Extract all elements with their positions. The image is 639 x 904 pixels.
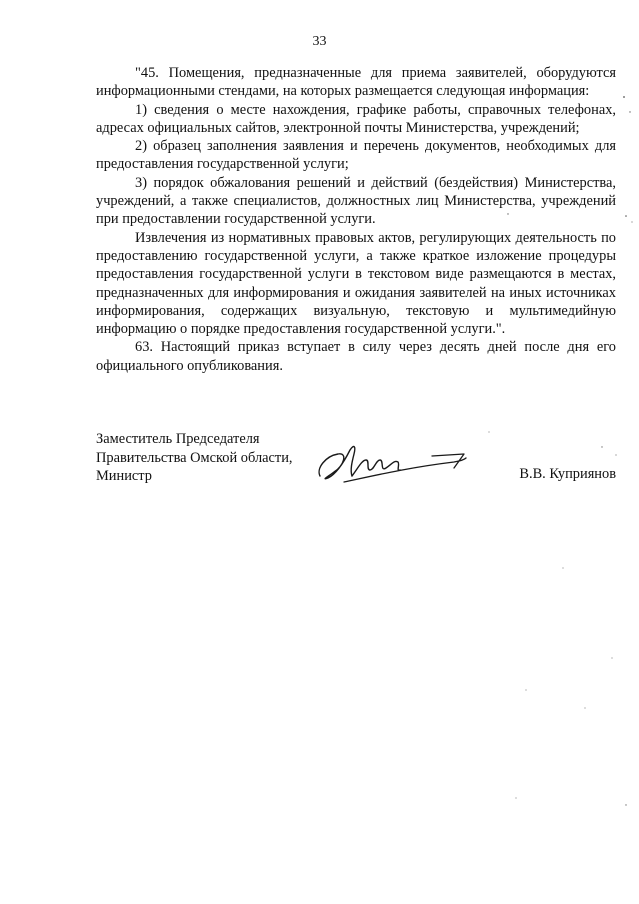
paragraph-list-item-3: 3) порядок обжалования решений и действий (бездействия) Министерства, учреждений, а также специалистов, должностных лиц Министерства, учреждений при предоставлении государственной услуги.: [96, 174, 616, 228]
document-body: [96, 64, 616, 375]
paragraph-list-item-2: 2) образец заполнения заявления и перечень документов, необходимых для предоставления государственной услуги;: [96, 138, 616, 173]
signer-name: В.В. Куприянов: [519, 466, 616, 482]
signer-position-line-1: Заместитель Председателя: [96, 431, 260, 447]
paragraph-item-45-intro: "45. Помещения, предназначенные для приема заявителей, оборудуются информационными стендами, на которых размещается следующая информация:: [96, 65, 616, 100]
signer-position-line-3: Министр: [96, 468, 152, 484]
signature-stroke-middle: [352, 460, 400, 476]
signer-position-line-2: Правительства Омской области,: [96, 449, 293, 466]
handwritten-signature: [314, 438, 474, 490]
paragraph-list-item-1: 1) сведения о месте нахождения, графике работы, справочных телефонах, адресах официальных сайтов, электронной почты Министерства, учреждений;: [96, 101, 616, 136]
signature-block: [96, 430, 616, 490]
paragraph-item-63: 63. Настоящий приказ вступает в силу через десять дней после дня его официального опубликования.: [96, 339, 616, 374]
paragraph-extracts: Извлечения из нормативных правовых актов, регулирующих деятельность по предоставлению государственной услуги, а также краткое изложение процедуры предоставления государственной услуги в текстовом виде размещаются в местах, предназначенных для информирования и ожидания заявителей на иных источниках информирования, содержащих визуальную, текстовую и мультимедийную информацию о порядке предоставления государственной услуги.".: [96, 229, 616, 338]
signature-stroke-underline: [344, 454, 466, 482]
signature-stroke-loop: [319, 447, 355, 479]
page-number: 33: [312, 34, 327, 49]
signer-position: [96, 430, 293, 486]
